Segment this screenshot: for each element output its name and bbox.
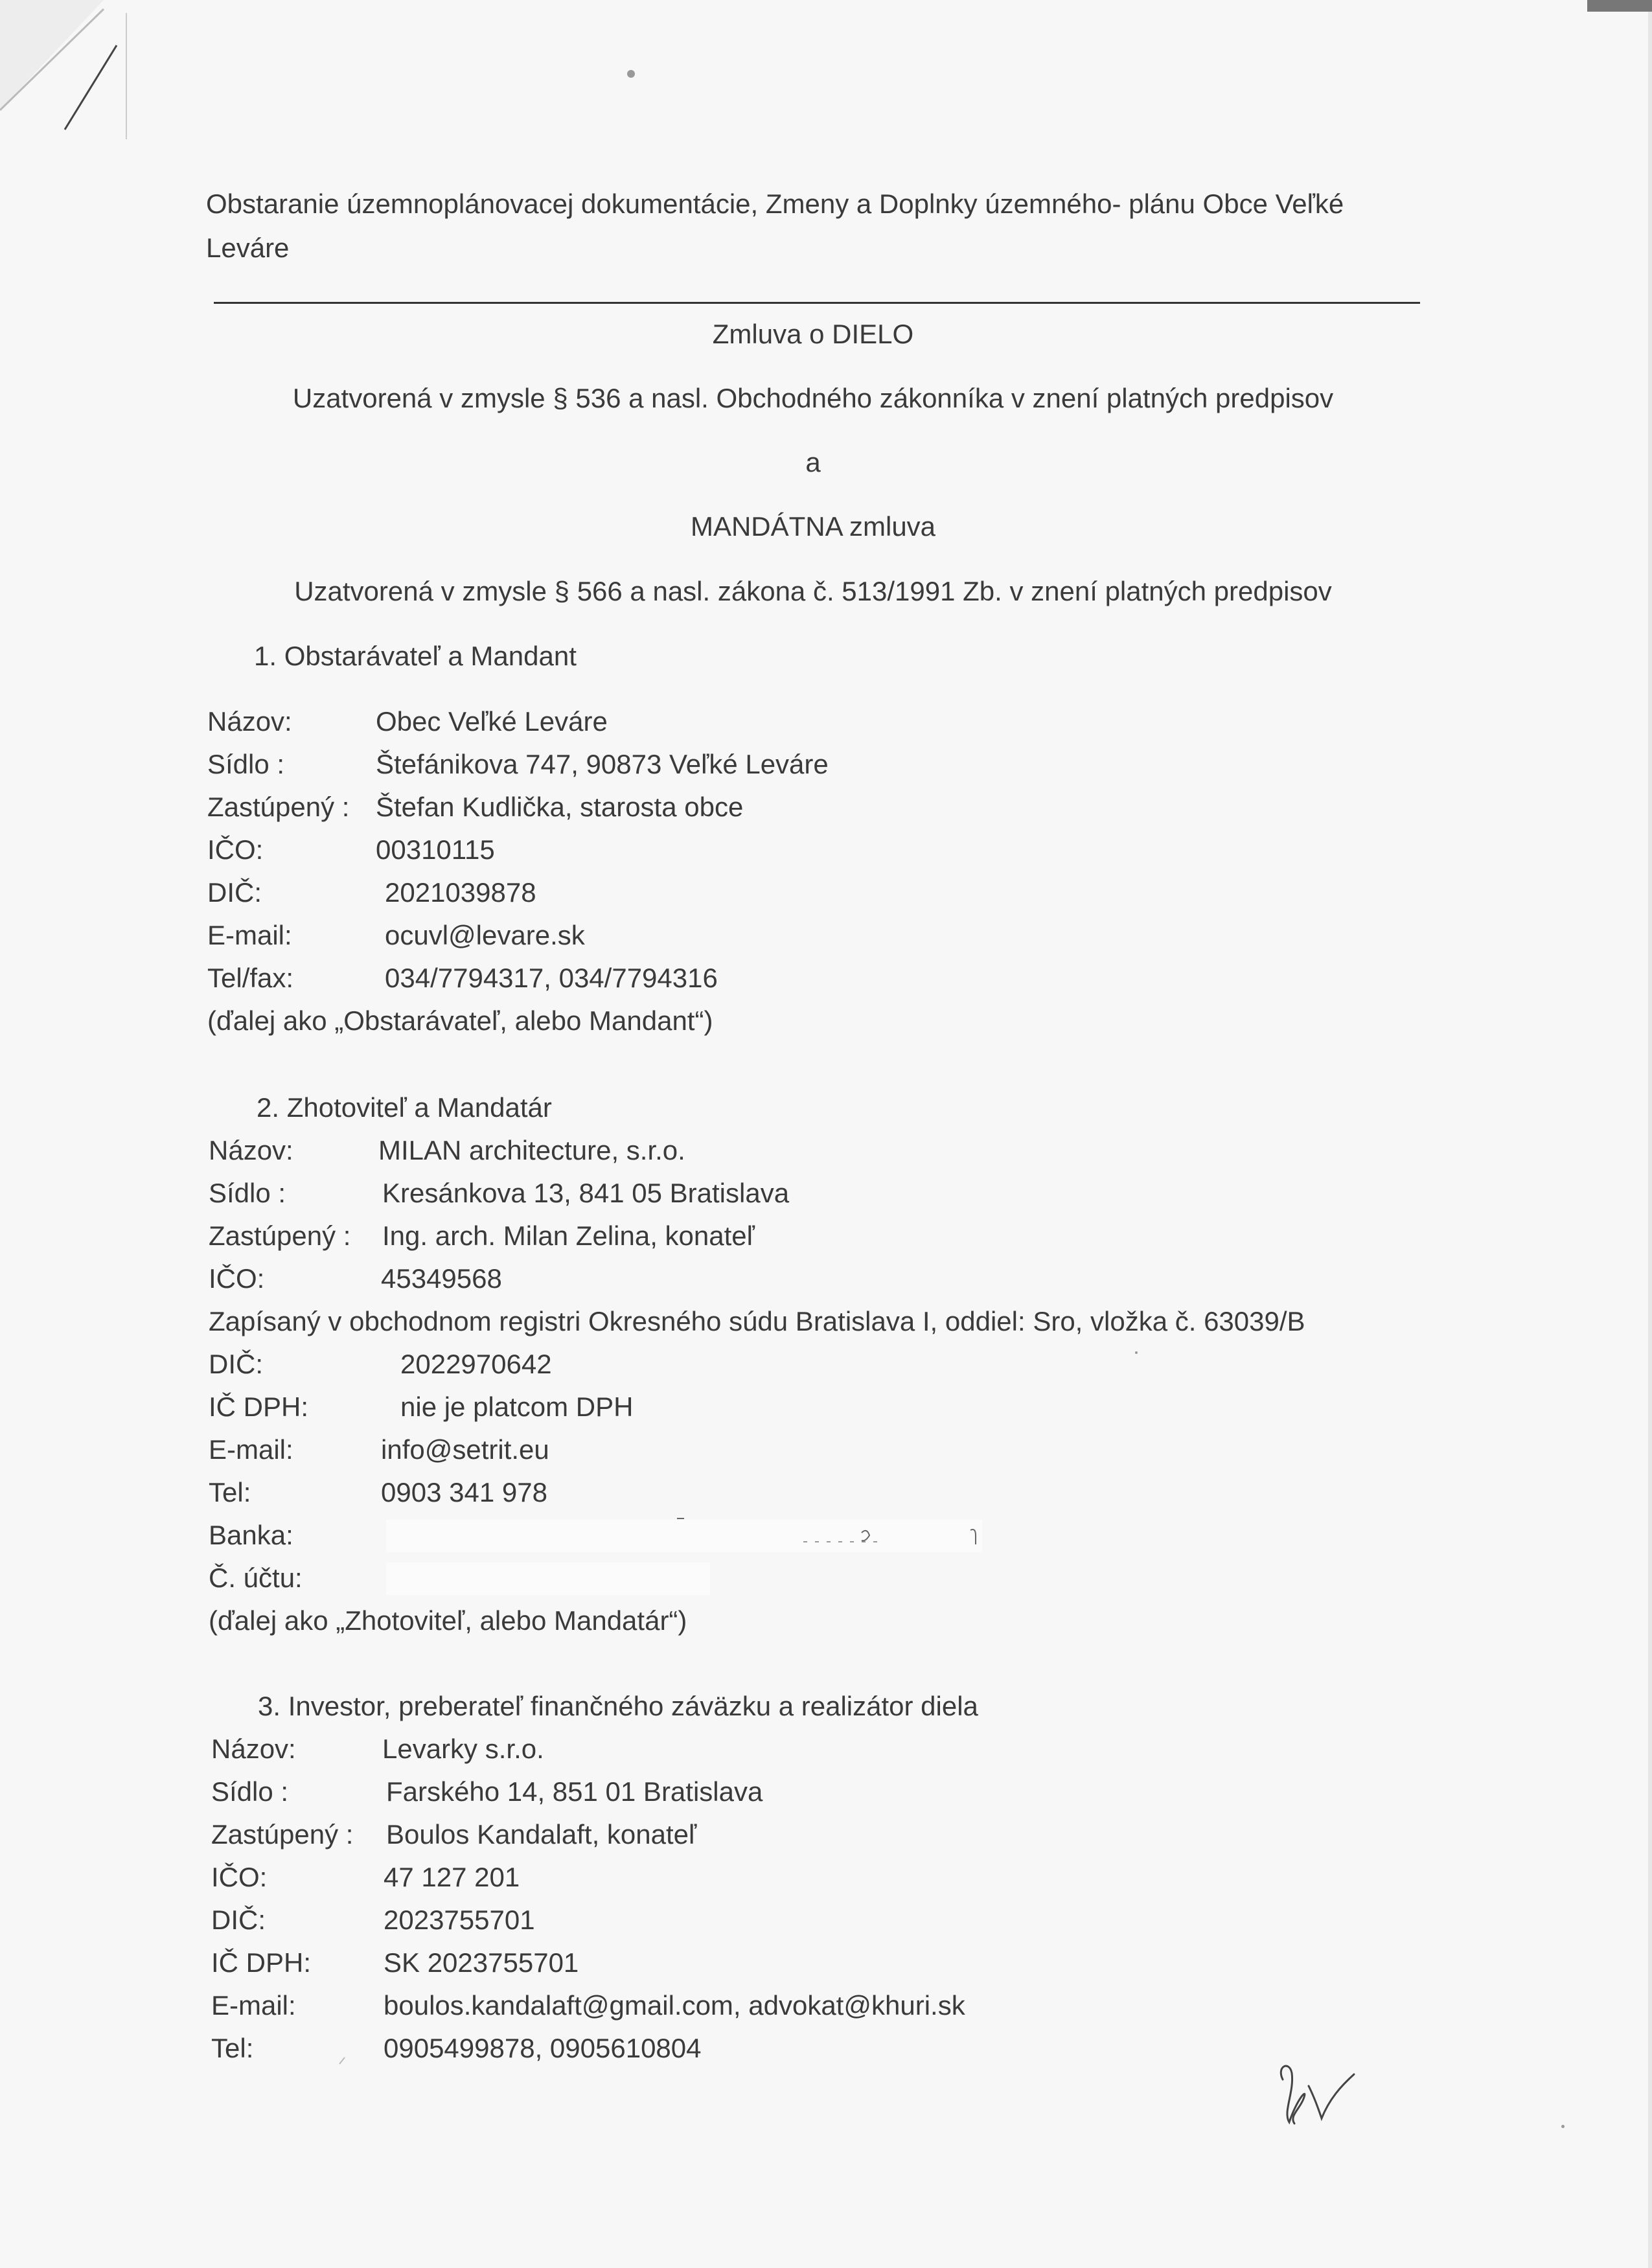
party2-label-banka: Banka: <box>209 1520 293 1550</box>
party3-value-sidlo: Farského 14, 851 01 Bratislava <box>386 1776 763 1807</box>
handwritten-initials <box>1270 2060 1360 2131</box>
party2-label-zastupeny: Zastúpený : <box>209 1220 351 1251</box>
party2-register: Zapísaný v obchodnom registri Okresného súdu Bratislava I, oddiel: Sro, vložka č. 63039/B <box>209 1306 1305 1336</box>
party1-value-nazov: Obec Veľké Leváre <box>376 706 608 737</box>
contract-conjunction: a <box>805 447 821 477</box>
header-divider <box>214 302 1420 304</box>
party2-label-ucet: Č. účtu: <box>209 1563 303 1593</box>
party1-label-nazov: Názov: <box>207 706 292 737</box>
party2-label-email: E-mail: <box>209 1434 293 1465</box>
party3-label-sidlo: Sídlo : <box>211 1776 289 1807</box>
party1-label-email: E-mail: <box>207 920 292 950</box>
party2-value-dic: 2022970642 <box>400 1349 552 1379</box>
party2-label-ico: IČO: <box>209 1263 265 1294</box>
party2-label-sidlo: Sídlo : <box>209 1178 286 1208</box>
party2-label-dic: DIČ: <box>209 1349 263 1379</box>
contract-heading-dielo: Zmluva o DIELO <box>712 319 914 349</box>
contract-basis-2: Uzatvorená v zmysle § 566 a nasl. zákona č. 513/1991 Zb. v znení platných predpisov <box>294 576 1332 606</box>
party3-label-icdph: IČ DPH: <box>211 1947 312 1978</box>
party3-label-ico: IČO: <box>211 1862 268 1892</box>
party1-value-dic: 2021039878 <box>385 877 536 908</box>
party3-label-nazov: Názov: <box>211 1734 296 1764</box>
party1-label-zastupeny: Zastúpený : <box>207 792 350 822</box>
party1-value-sidlo: Štefánikova 747, 90873 Veľké Leváre <box>376 749 829 779</box>
party1-value-ico: 00310115 <box>376 834 495 865</box>
party2-note: (ďalej ako „Zhotoviteľ, alebo Mandatár“) <box>209 1605 687 1636</box>
scan-speck <box>1561 2125 1565 2128</box>
party3-label-zastupeny: Zastúpený : <box>211 1819 354 1850</box>
party2-value-nazov: MILAN architecture, s.r.o. <box>378 1135 685 1165</box>
party2-label-tel: Tel: <box>209 1477 251 1507</box>
page-corner-fold <box>0 0 130 143</box>
party2-value-tel: 0903 341 978 <box>381 1477 547 1507</box>
party1-heading: 1. Obstarávateľ a Mandant <box>254 641 577 671</box>
scan-speck <box>627 70 635 78</box>
header-title-line-2: Leváre <box>206 233 290 263</box>
party2-ucet-redacted <box>386 1563 710 1595</box>
party3-label-email: E-mail: <box>211 1990 296 2021</box>
contract-basis-1: Uzatvorená v zmysle § 536 a nasl. Obchodného zákonníka v znení platných predpisov <box>292 383 1334 413</box>
party1-label-dic: DIČ: <box>207 877 262 908</box>
contract-heading-mandatna: MANDÁTNA zmluva <box>690 511 936 542</box>
party2-label-icdph: IČ DPH: <box>209 1392 309 1422</box>
party2-label-nazov: Názov: <box>209 1135 293 1165</box>
party3-value-nazov: Levarky s.r.o. <box>382 1734 544 1764</box>
party2-heading: 2. Zhotoviteľ a Mandatár <box>257 1092 552 1123</box>
party2-value-icdph: nie je platcom DPH <box>400 1392 634 1422</box>
scan-edge-strip <box>1648 12 1652 2268</box>
party2-value-ico: 45349568 <box>381 1263 502 1294</box>
party1-value-zastupeny: Štefan Kudlička, starosta obce <box>376 792 744 822</box>
party2-value-sidlo: Kresánkova 13, 841 05 Bratislava <box>382 1178 790 1208</box>
party3-label-tel: Tel: <box>211 2033 254 2063</box>
party3-label-dic: DIČ: <box>211 1905 266 1935</box>
party3-value-tel: 0905499878, 0905610804 <box>384 2033 702 2063</box>
scan-speck <box>1135 1351 1138 1354</box>
scan-edge-shadow <box>1587 0 1652 12</box>
party1-value-email: ocuvl@levare.sk <box>385 920 585 950</box>
party1-label-telfax: Tel/fax: <box>207 963 294 993</box>
party3-heading: 3. Investor, preberateľ finančného záväzku a realizátor diela <box>258 1691 978 1721</box>
party1-label-ico: IČO: <box>207 834 264 865</box>
header-title-line-1: Obstaranie územnoplánovacej dokumentácie, Zmeny a Doplnky územného- plánu Obce Veľké <box>206 189 1344 219</box>
party1-value-telfax: 034/7794317, 034/7794316 <box>385 963 718 993</box>
redaction-residue <box>674 1513 998 1559</box>
party3-value-email: boulos.kandalaft@gmail.com, advokat@khuri.sk <box>384 1990 965 2021</box>
party1-label-sidlo: Sídlo : <box>207 749 285 779</box>
party3-value-zastupeny: Boulos Kandalaft, konateľ <box>386 1819 697 1850</box>
party2-value-email: info@setrit.eu <box>381 1434 549 1465</box>
party2-value-zastupeny: Ing. arch. Milan Zelina, konateľ <box>382 1220 755 1251</box>
party3-value-ico: 47 127 201 <box>384 1862 520 1892</box>
scan-mark <box>337 2054 350 2067</box>
party3-value-dic: 2023755701 <box>384 1905 535 1935</box>
party3-value-icdph: SK 2023755701 <box>384 1947 579 1978</box>
party1-note: (ďalej ako „Obstarávateľ, alebo Mandant“) <box>207 1005 713 1036</box>
